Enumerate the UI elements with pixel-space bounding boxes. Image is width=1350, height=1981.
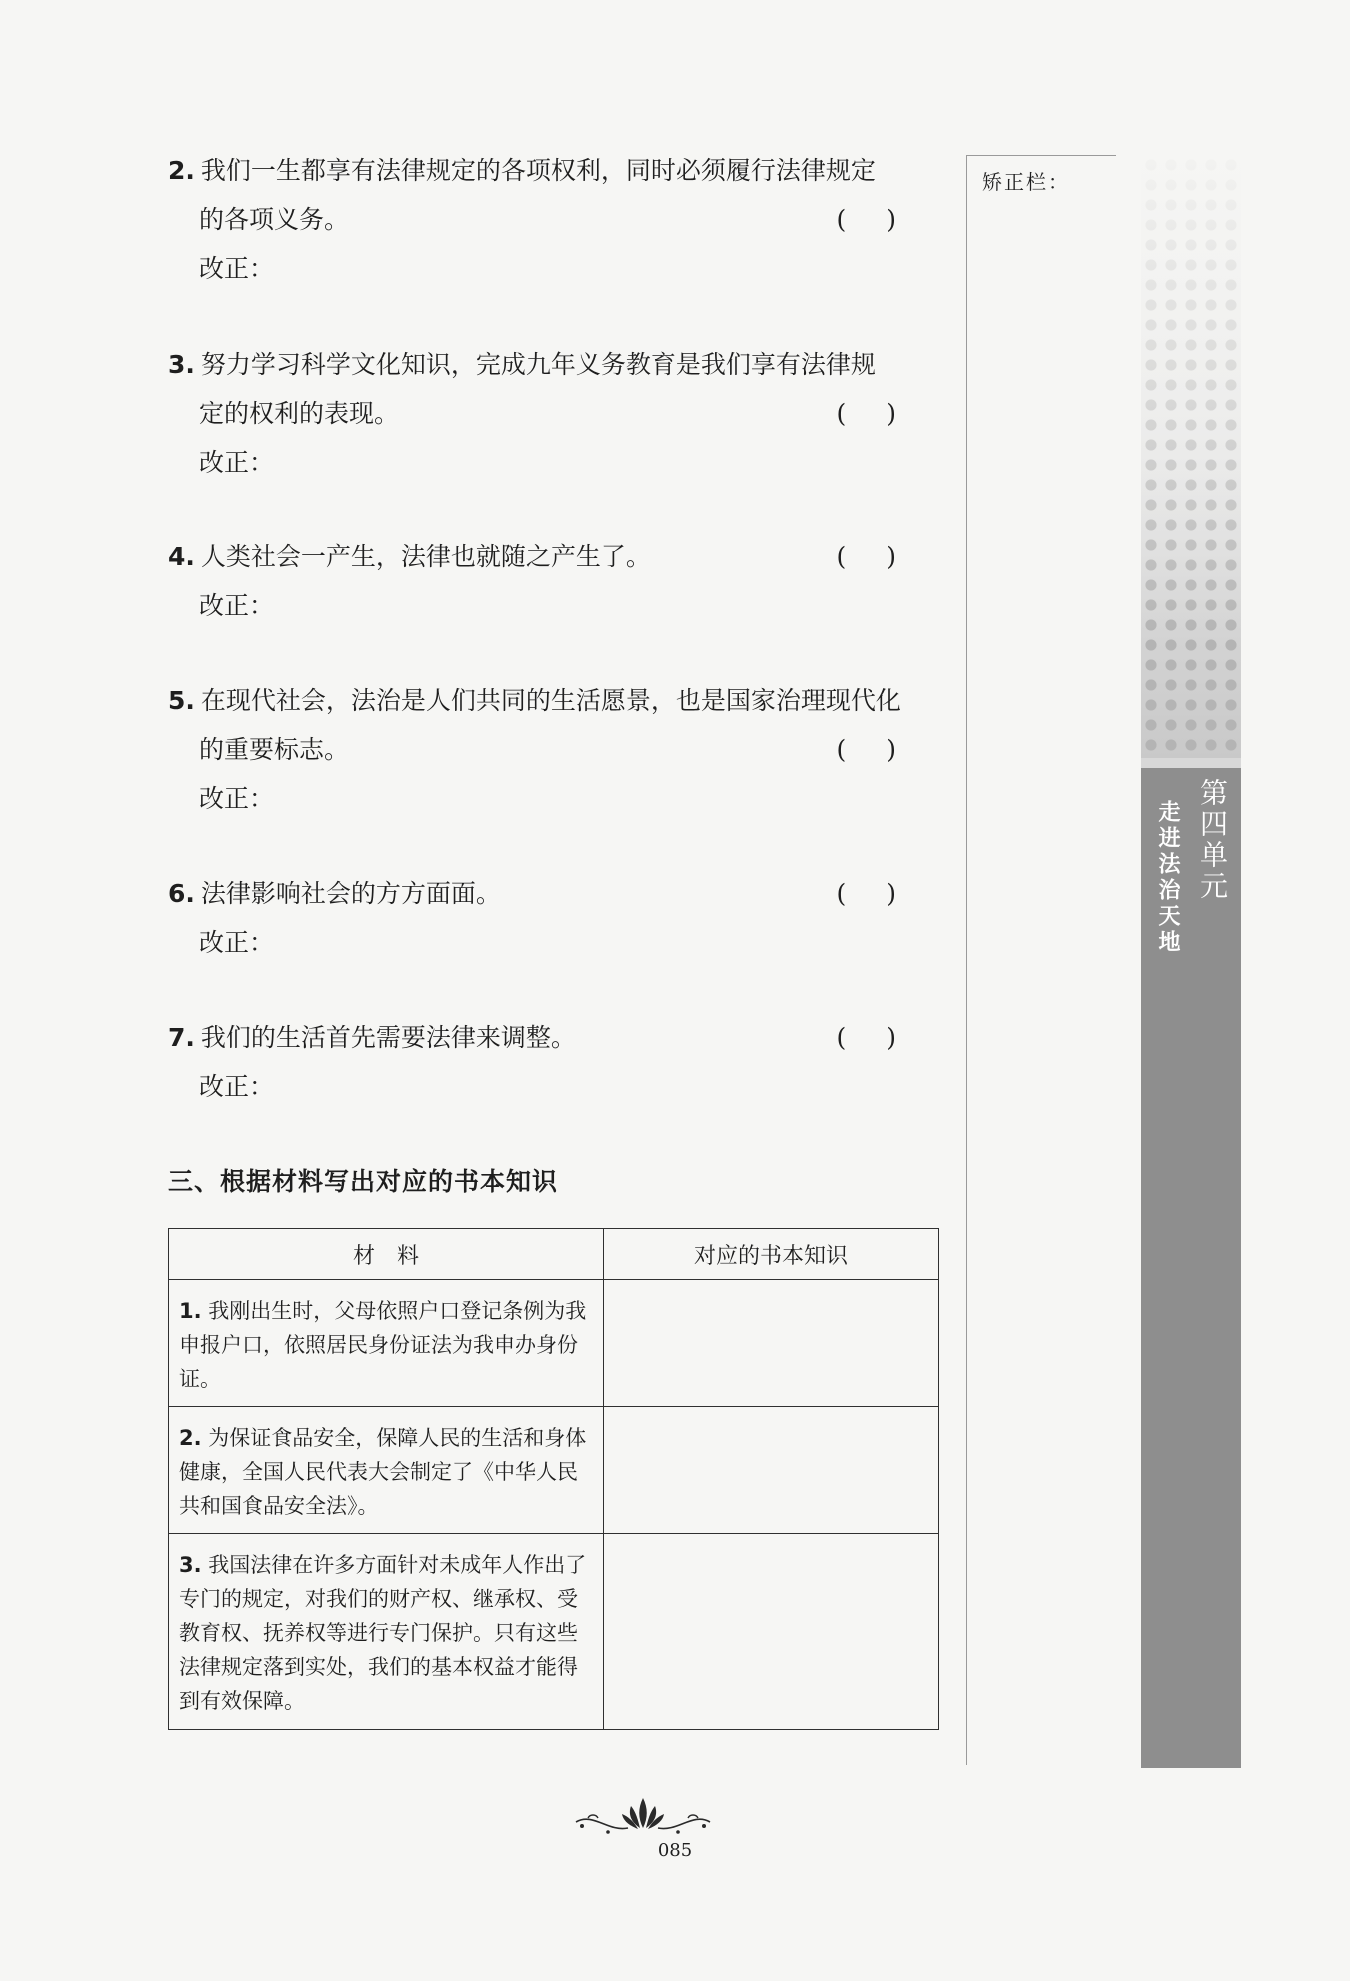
correction-prompt[interactable]: 改正： [199, 448, 275, 477]
answer-cell[interactable] [604, 1407, 939, 1534]
correction-prompt[interactable]: 改正： [199, 254, 275, 283]
material-text: 我刚出生时，父母依照户口登记条例为我申报户口，依照居民身份证法为我申办身份证。 [179, 1299, 587, 1391]
correction-prompt[interactable]: 改正： [199, 1072, 275, 1101]
material-cell: 2. 为保证食品安全，保障人民的生活和身体健康，全国人民代表大会制定了《中华人民共和国食品安全法》。 [169, 1407, 604, 1534]
question-text: 定的权利的表现。 [199, 399, 400, 428]
correction-prompt[interactable]: 改正： [199, 928, 275, 957]
question-2 [168, 146, 944, 293]
question-number: 6. [168, 879, 195, 908]
question-text: 在现代社会，法治是人们共同的生活愿景，也是国家治理现代化 [200, 686, 901, 715]
question-text: 人类社会一产生，法律也就随之产生了。 [200, 542, 651, 571]
question-text: 的重要标志。 [199, 735, 350, 764]
answer-parentheses[interactable]: () [836, 1023, 936, 1052]
correction-column-label: 矫正栏： [982, 170, 1070, 194]
answer-parentheses[interactable]: () [836, 542, 936, 571]
correction-prompt[interactable]: 改正： [199, 591, 275, 620]
question-text: 我们一生都享有法律规定的各项权利，同时必须履行法律规定 [200, 156, 876, 185]
question-number: 3. [168, 350, 195, 379]
correction-prompt[interactable]: 改正： [199, 784, 275, 813]
answer-cell[interactable] [604, 1280, 939, 1407]
unit-label: 第四单元 [1196, 778, 1229, 902]
section-heading: 三、根据材料写出对应的书本知识 [168, 1167, 559, 1196]
answer-parentheses[interactable]: () [836, 399, 936, 428]
column-header-knowledge: 对应的书本知识 [604, 1229, 939, 1280]
correction-column-top-rule [966, 155, 1116, 156]
answer-cell[interactable] [604, 1534, 939, 1730]
side-tab-separator [1141, 758, 1241, 768]
side-tab-pattern [1141, 155, 1241, 758]
question-number: 5. [168, 686, 195, 715]
question-5 [168, 676, 944, 823]
question-number: 4. [168, 542, 195, 571]
material-text: 我国法律在许多方面针对未成年人作出了专门的规定，对我们的财产权、继承权、受教育权、抚养权等进行专门保护。只有这些法律规定落到实处，我们的基本权益才能得到有效保障。 [179, 1553, 587, 1713]
question-4 [168, 532, 944, 630]
correction-area[interactable] [967, 200, 1117, 1760]
material-text: 为保证食品安全，保障人民的生活和身体健康，全国人民代表大会制定了《中华人民共和国食品安全法》。 [179, 1426, 587, 1518]
table-row [169, 1534, 939, 1730]
question-text: 我们的生活首先需要法律来调整。 [200, 1023, 576, 1052]
question-7 [168, 1013, 944, 1111]
question-3 [168, 340, 944, 487]
question-number: 2. [168, 156, 195, 185]
table-header-row [169, 1229, 939, 1280]
question-text: 的各项义务。 [199, 205, 350, 234]
unit-title: 走进法治天地 [1155, 800, 1180, 956]
material-cell: 3. 我国法律在许多方面针对未成年人作出了专门的规定，对我们的财产权、继承权、受教育权、抚养权等进行专门保护。只有这些法律规定落到实处，我们的基本权益才能得到有效保障。 [169, 1534, 604, 1730]
floral-ornament-icon [568, 1788, 718, 1838]
materials-table [168, 1228, 939, 1730]
answer-parentheses[interactable]: () [836, 205, 936, 234]
question-text: 法律影响社会的方方面面。 [200, 879, 501, 908]
table-row [169, 1407, 939, 1534]
material-cell: 1. 我刚出生时，父母依照户口登记条例为我申报户口，依照居民身份证法为我申办身份证。 [169, 1280, 604, 1407]
column-header-material: 材 料 [169, 1229, 604, 1280]
answer-parentheses[interactable]: () [836, 735, 936, 764]
table-row [169, 1280, 939, 1407]
question-text: 努力学习科学文化知识，完成九年义务教育是我们享有法律规 [200, 350, 876, 379]
question-6 [168, 869, 944, 967]
page-number: 085 [657, 1840, 693, 1861]
answer-parentheses[interactable]: () [836, 879, 936, 908]
question-number: 7. [168, 1023, 195, 1052]
